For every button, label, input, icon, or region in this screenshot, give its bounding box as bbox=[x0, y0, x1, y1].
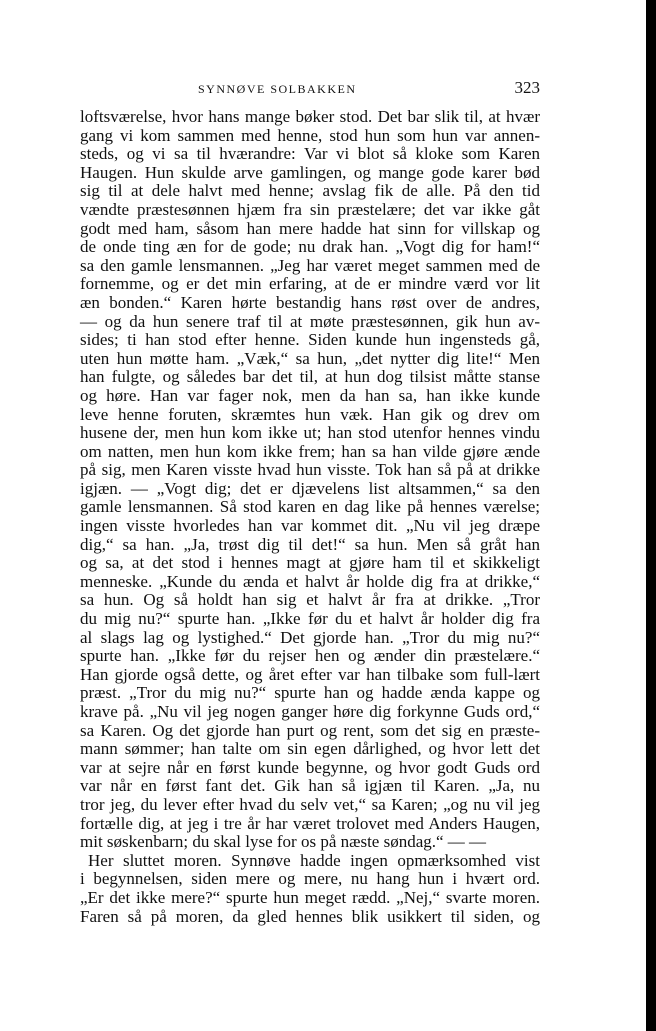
text-line: uten hun møtte ham. „Væk,“ sa hun, „det nytter dig lite!“ Men bbox=[80, 348, 540, 368]
text-line: de onde ting æn for de gode; nu drak han. „Vogt dig for ham!“ bbox=[80, 237, 540, 257]
text-line: om natten, men hun kom ikke frem; han sa han vilde gjøre ænde bbox=[80, 441, 540, 461]
text-line: Her sluttet moren. Synnøve hadde ingen opmærksomhed vist bbox=[88, 850, 540, 870]
text-line: var at sejre når en først kunde begynne, og hvor godt Guds ord bbox=[80, 757, 540, 777]
text-line: igjæn. — „Vogt dig; det er djævelens list altsammen,“ sa den bbox=[80, 478, 540, 498]
page-header bbox=[80, 78, 540, 102]
text-line: sides; ti han stod efter henne. Siden kunde hun ingensteds gå, bbox=[80, 330, 540, 350]
text-line: spurte han. „Ikke før du rejser hen og ænder din præstelære.“ bbox=[80, 646, 540, 666]
text-line: Haugen. Hun skulde arve gamlingen, og mange gode karer bød bbox=[80, 162, 540, 182]
text-line: æn bonden.“ Karen hørte bestandig hans røst over de andres, bbox=[80, 292, 540, 312]
page-number: 323 bbox=[514, 78, 540, 97]
text-line: præst. „Tror du mig nu?“ spurte han og hadde ænda kappe og bbox=[80, 683, 540, 703]
text-line: sa hun. Og så holdt han sig et halvt år fra at drikke. „Tror bbox=[80, 590, 540, 610]
text-line: leve henne foruten, skræmtes hun væk. Han gik og drev om bbox=[80, 404, 540, 424]
text-line: dig,“ sa han. „Ja, trøst dig til det!“ sa hun. Men så gråt han bbox=[80, 534, 540, 554]
text-line: vændte præstesønnen hjæm fra sin præstelære; det var ikke gåt bbox=[80, 199, 540, 219]
body-text bbox=[80, 108, 540, 926]
text-line: steds, og vi sa til hværandre: Var vi blot så kloke som Karen bbox=[80, 144, 540, 164]
text-line: tror jeg, du lever efter hvad du selv vet,“ sa Karen; „og nu vil jeg bbox=[80, 794, 540, 814]
text-line: mann sømmer; han talte om sin egen dårlighed, og hvor lett det bbox=[80, 739, 540, 759]
text-line: i begynnelsen, siden mere og mere, nu hang hun i hvært ord. bbox=[80, 869, 540, 889]
text-line: mit søskenbarn; du skal lyse for os på næste søndag.“ — — bbox=[80, 832, 487, 852]
text-line: du mig nu?“ spurte han. „Ikke før du et halvt år holder dig fra bbox=[80, 609, 540, 629]
text-line: godt med ham, såsom han mere hadde hat sinn for villskap og bbox=[80, 218, 540, 238]
text-line: sa Karen. Og det gjorde han purt og rent, som det sig en præste- bbox=[80, 720, 540, 740]
text-line: husene der, men hun kom ikke ut; han stod utenfor hennes vindu bbox=[80, 423, 540, 443]
text-line: var når en først fant det. Gik han så igjæn til Karen. „Ja, nu bbox=[80, 776, 540, 796]
text-line: sig til at dele halvt med henne; avslag fik de alle. På den tid bbox=[80, 181, 540, 201]
text-line: og høre. Han var fager nok, men da han sa, han ikke kunde bbox=[80, 385, 540, 405]
running-title: SYNNØVE SOLBAKKEN bbox=[198, 82, 357, 96]
scan-edge bbox=[646, 0, 656, 1031]
text-line: al slags lag og lystighed.“ Det gjorde han. „Tror du mig nu?“ bbox=[80, 627, 540, 647]
text-line: gang vi kom sammen med henne, stod hun som hun var annen- bbox=[80, 125, 540, 145]
text-line: og sa, at det stod i hennes magt at gjøre ham til et skikkeligt bbox=[80, 553, 540, 573]
text-line: krave på. „Nu vil jeg nogen ganger høre dig forkynne Guds ord,“ bbox=[80, 702, 540, 721]
text-line: Han gjorde også dette, og året efter var han tilbake som full-lært bbox=[80, 664, 540, 684]
text-line: fornemme, og er det min erfaring, at de er mindre værd vor lit bbox=[80, 274, 540, 294]
text-line: — og da hun senere traf til at møte præstesønnen, gik hun av- bbox=[80, 311, 540, 331]
text-line: sa den gamle lensmannen. „Jeg har været meget sammen med de bbox=[80, 255, 540, 275]
text-line: gamle lensmannen. Så stod karen en dag like på hennes værelse; bbox=[80, 497, 540, 517]
text-line: ingen visste hvorledes han var kommet dit. „Nu vil jeg dræpe bbox=[80, 516, 540, 536]
text-line: loftsværelse, hvor hans mange bøker stod. Det bar slik til, at hvær bbox=[80, 107, 540, 126]
text-line: Faren så på moren, da gled hennes blik usikkert til siden, og bbox=[80, 906, 540, 926]
text-line: han fulgte, og således bar det til, at hun dog tilsist måtte stanse bbox=[80, 367, 540, 387]
text-line: på sig, men Karen visste hvad hun visste. Tok han så på at drikke bbox=[80, 460, 540, 480]
text-line: fortælle dig, at jeg i tre år har været trolovet med Anders Haugen, bbox=[80, 813, 540, 833]
text-line: menneske. „Kunde du ænda et halvt år holde dig fra at drikke,“ bbox=[80, 571, 540, 591]
text-line: „Er det ikke mere?“ spurte hun meget rædd. „Nej,“ svarte moren. bbox=[80, 887, 540, 907]
